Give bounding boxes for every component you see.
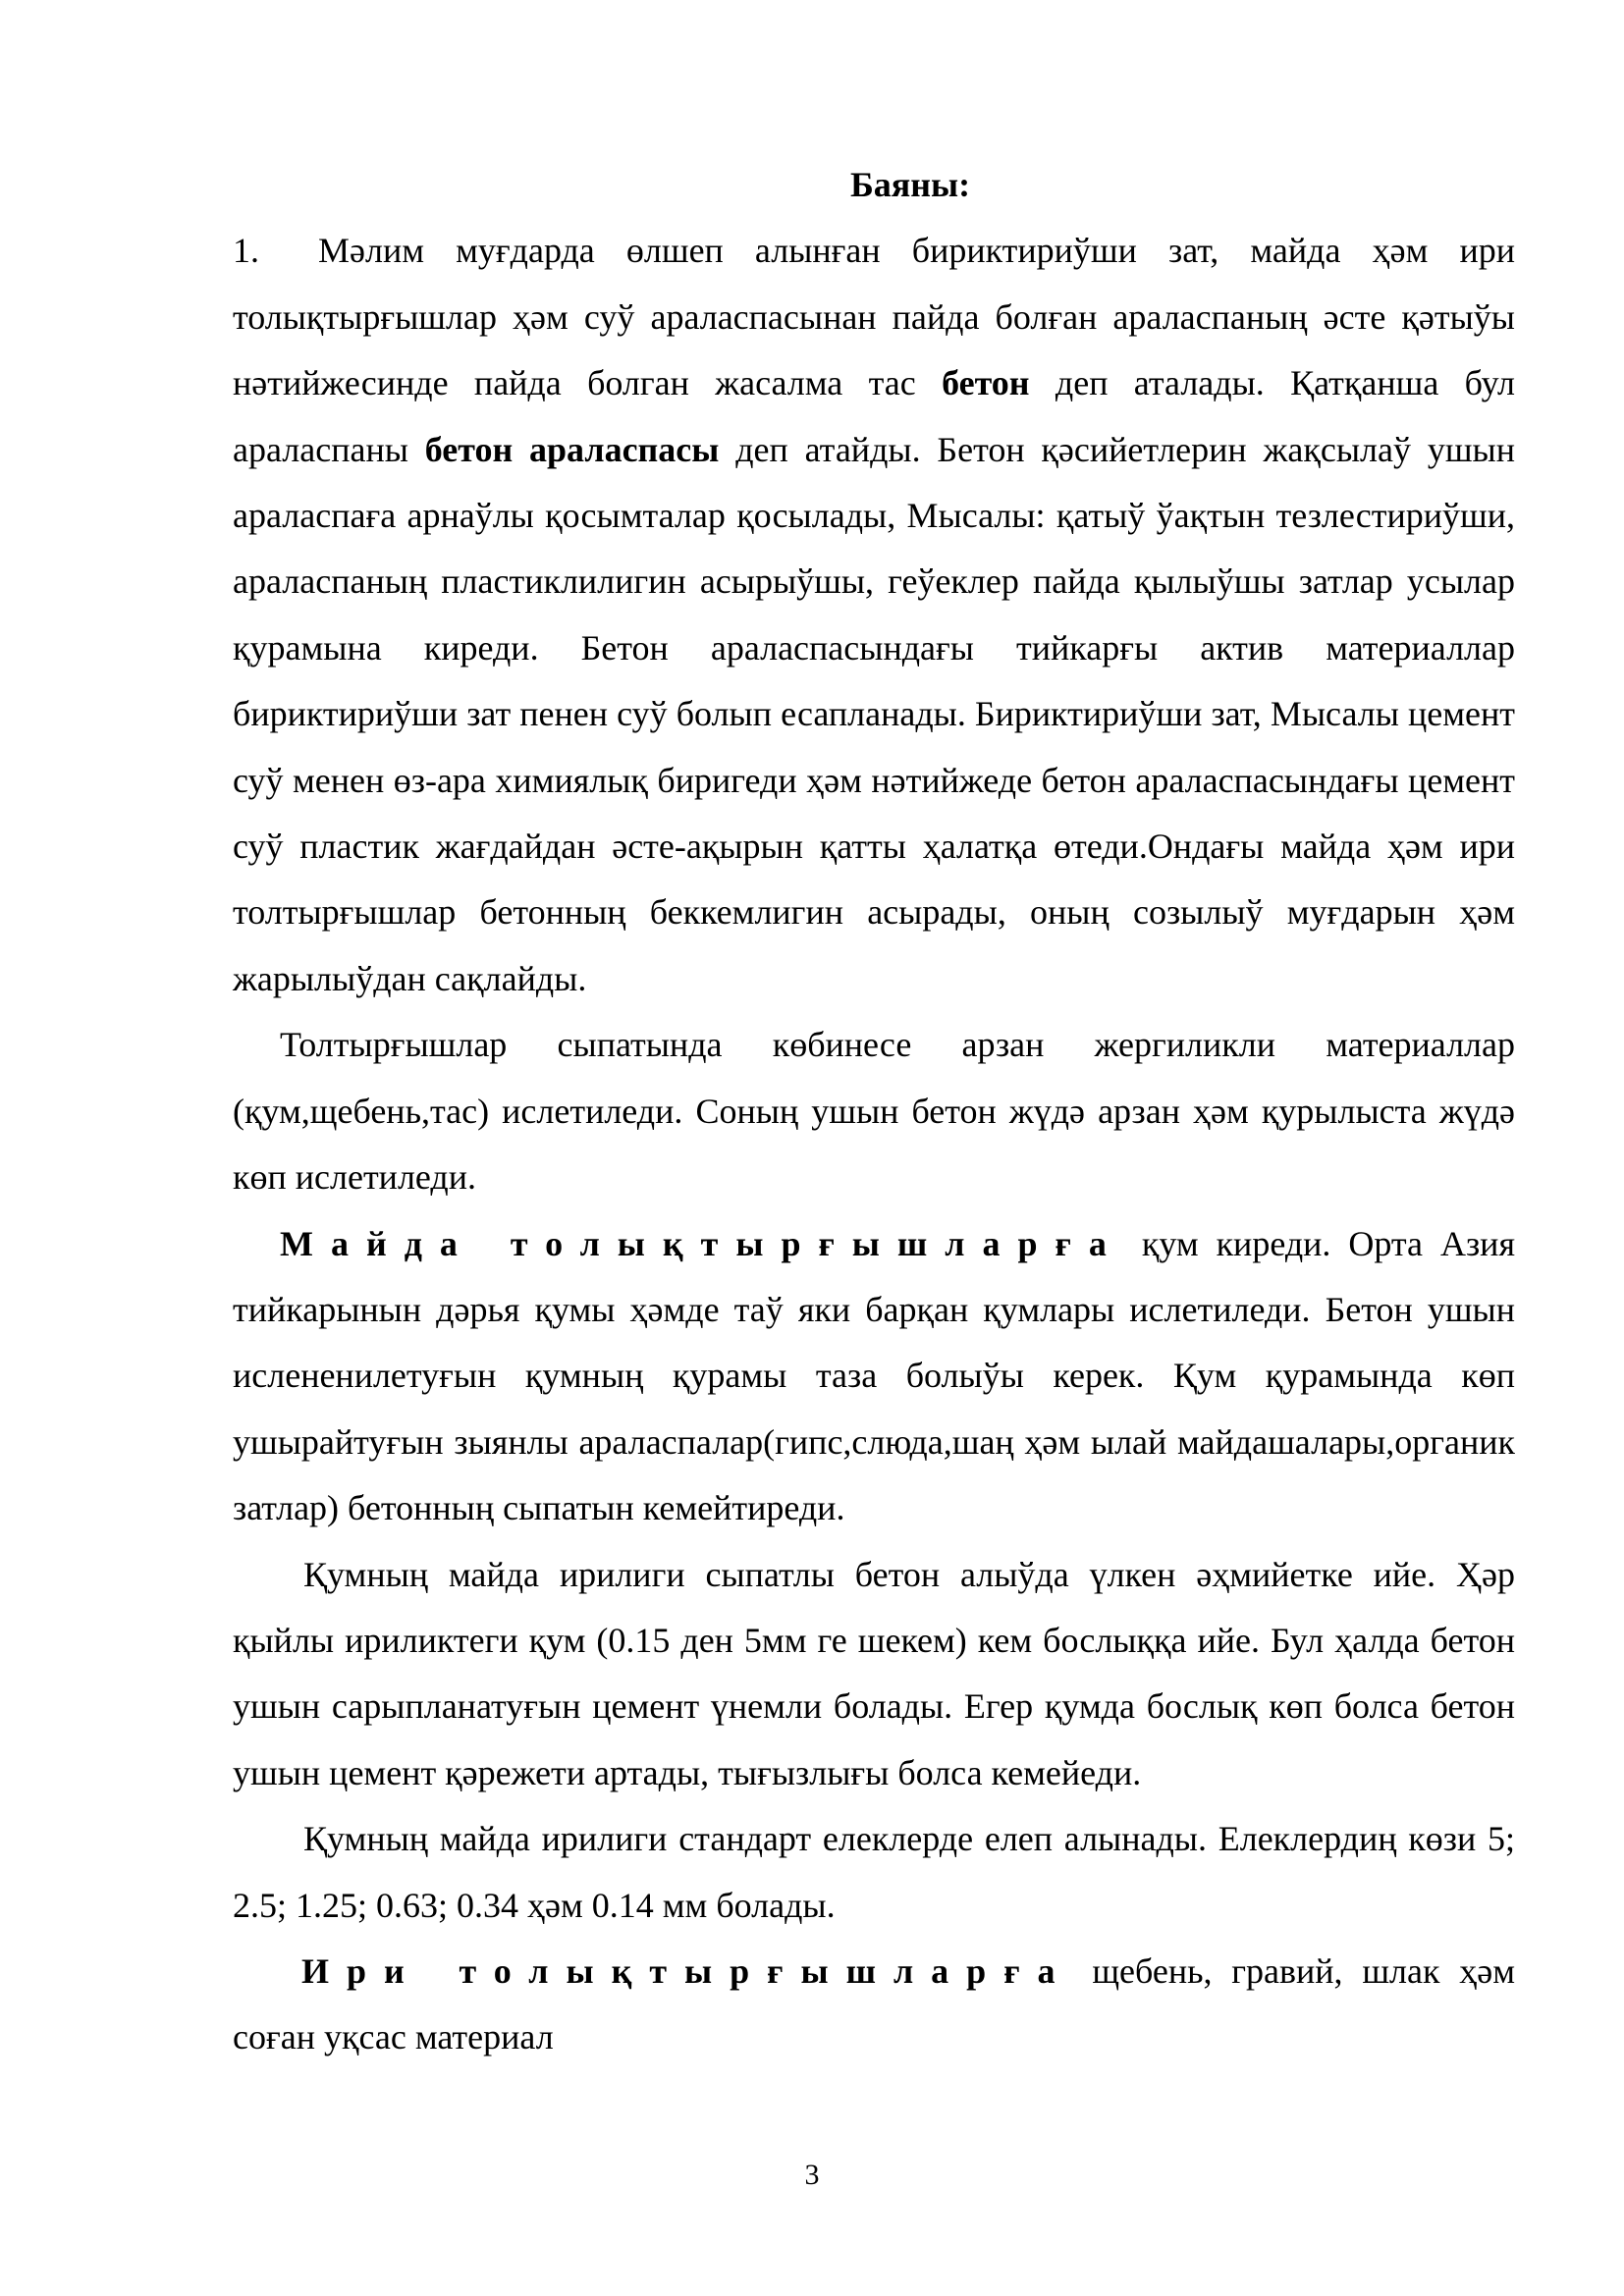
paragraph-6-text: щебень, гравий, шлак ҳәм соған уқсас материал (233, 1950, 1515, 2057)
page-number: 3 (804, 2159, 820, 2191)
paragraph-4: Қумның майда ирилиги сыпатлы бетон алыўда үлкен әҳмийетке ийе. Ҳәр қыйлы ириликтеги қум (0.15 ден 5мм ге шекем) кем бослыққа ийе. Бул ҳалда бетон ушын сарыпланатуғын цемент үнемли болады. Егер қумда бослық көп болса бетон ушын цемент қәрежети артады, тығызлығы болса кемейеди. (233, 1554, 1515, 1792)
page-title: Баяны: (849, 165, 971, 204)
term-fine-fillers: Майда толықтырғышларға (280, 1223, 1124, 1263)
paragraph-2: Толтырғышлар сыпатында көбинесе арзан жергиликли материаллар (қум,щебень,тас) ислетиледи. Соның ушын бетон жүдә арзан ҳәм қурылыста жүдә көп ислетиледи. (233, 1025, 1515, 1198)
list-number: 1. (233, 231, 259, 271)
paragraph-1-text-a: Мәлим муғдарда өлшеп алынған бириктириўши зат, майда ҳәм ири толықтырғышлар ҳәм суў араласпасынан пайда болған араласпаның әсте қәтыўы нәтийжесинде пайда болган жасалма тас (233, 231, 1515, 403)
paragraph-6 (233, 1939, 1515, 2071)
term-beton: бетон (942, 363, 1030, 403)
paragraph-3 (233, 1211, 1515, 1542)
paragraph-1 (233, 218, 1515, 1012)
paragraph-1-text-b: деп аталады. Қатқанша бул араласпаны (233, 363, 1515, 469)
document-page (233, 152, 1515, 2071)
term-coarse-fillers: Ири толықтырғышларға (301, 1950, 1073, 1991)
term-beton-mixture: бетон араласпасы (424, 429, 720, 469)
paragraph-3-text: қум киреди. Орта Азия тийкарынын дәрья қумы ҳәмде таў яки барқан қумлары ислетиледи. Бетон ушын ислененилетуғын қумның қурамы таза болыўы керек. Қум қурамында көп ушырайтуғын зыянлы араласпалар(гипс,слюда,шаң ҳәм ылай майдашалары,органик затлар) бетонның сыпатын кемейтиреди. (233, 1223, 1515, 1528)
paragraph-5: Қумның майда ирилиги стандарт елеклерде елеп алынады. Елеклердиң көзи 5; 2.5; 1.25; 0.63; 0.34 ҳәм 0.14 мм болады. (233, 1819, 1515, 1925)
paragraph-1-text-c: деп атайды. Бетон қәсийетлерин жақсылаў ушын араласпаға арнаўлы қосымталар қосылады, Мысалы: қатыў ўақтын тезлестириўши, араласпаның пластиклилигин асырыўшы, геўеклер пайда қылыўшы затлар усылар қурамына киреди. Бетон араласпасындағы тийкарғы актив материаллар бириктириўши зат пенен суў болып есапланады. Бириктириўши зат, Мысалы цемент суў менен өз-ара химиялық биригеди ҳәм нәтийжеде бетон араласпасындағы цемент суў пластик жағдайдан әсте-ақырын қатты ҳалатқа өтеди.Ондағы майда ҳәм ири толтырғышлар бетонның беккемлигин асырады, оның созылыў муғдарын ҳәм жарылыўдан сақлайды. (233, 429, 1515, 998)
